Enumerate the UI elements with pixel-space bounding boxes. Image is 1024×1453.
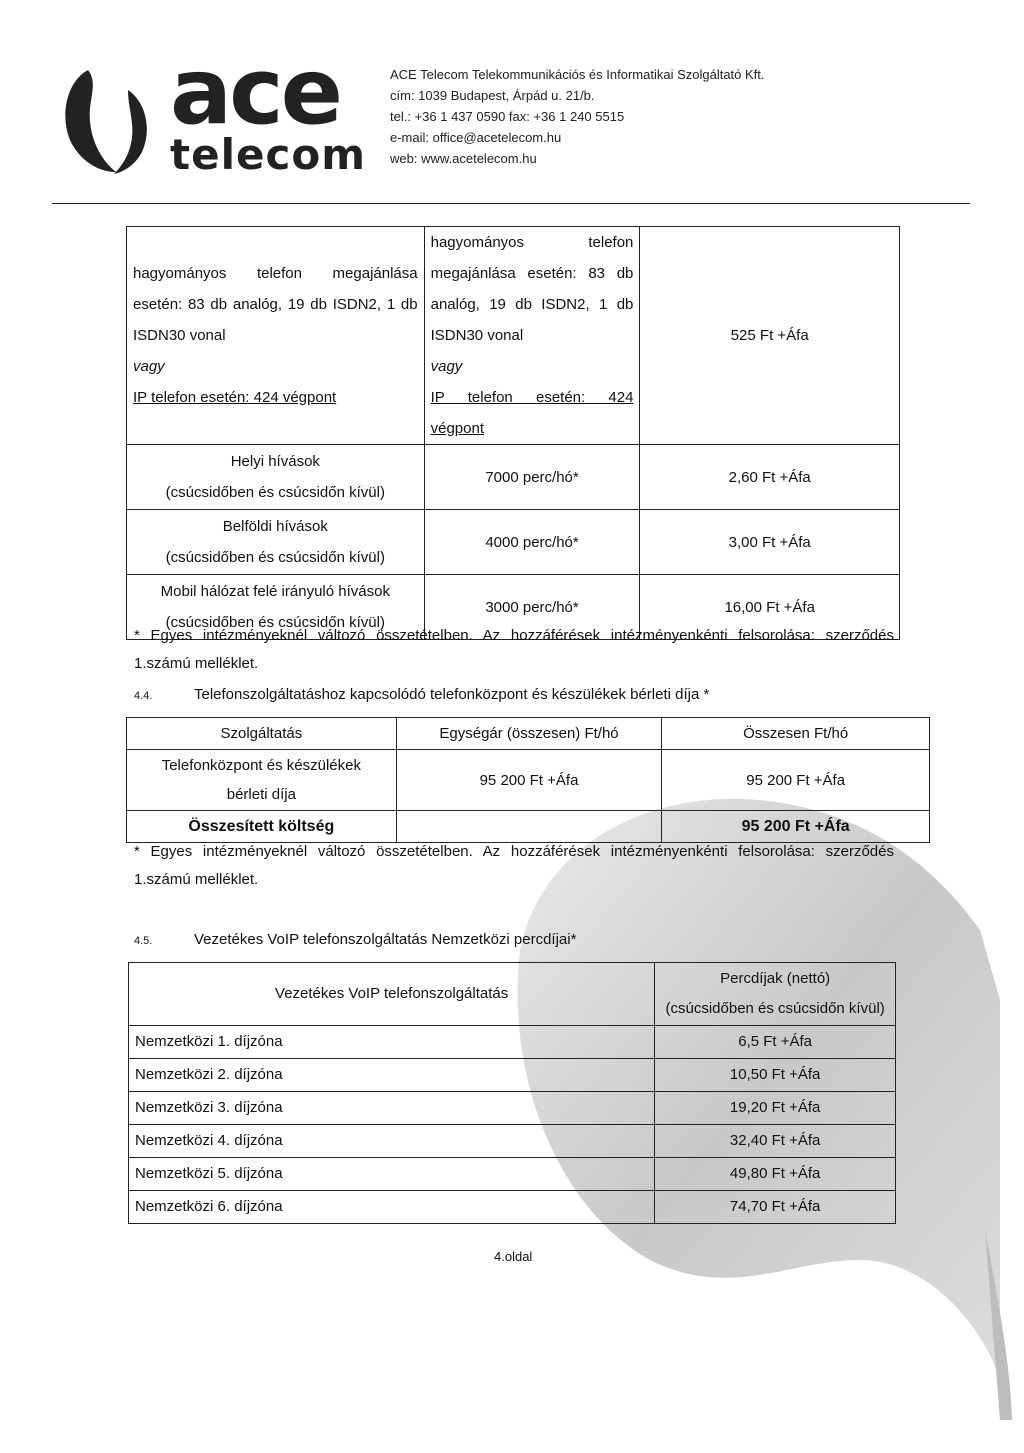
table-row	[129, 1125, 896, 1158]
footnote	[134, 838, 894, 894]
section-title: Vezetékes VoIP telefonszolgáltatás Nemzetközi percdíjai*	[194, 931, 577, 948]
table-cell: Nemzetközi 2. díjzóna	[129, 1059, 655, 1092]
table-header-row	[127, 718, 930, 750]
table-cell: 4000 perc/hó*	[424, 510, 640, 575]
cell-text: IP telefon esetén: 424 végpont	[430, 389, 634, 437]
footnote-line: 1.számú melléklet.	[134, 871, 259, 888]
column-header: Vezetékes VoIP telefonszolgáltatás	[129, 963, 655, 1026]
cell-text: (csúcsidőben és csúcsidőn kívül)	[665, 1000, 885, 1017]
table-cell	[424, 227, 640, 445]
cell-text: Mobil hálózat felé irányuló hívások	[160, 583, 390, 600]
section-number: 4.5.	[134, 935, 153, 947]
table-row	[127, 510, 900, 575]
section-heading	[134, 931, 576, 948]
cell-text: (csúcsidőben és csúcsidőn kívül)	[165, 614, 385, 631]
cell-text: hagyományos telefon megajánlása esetén: 83 db analóg, 19 db ISDN2, 1 db ISDN30 vonal	[430, 234, 634, 344]
table-cell: 10,50 Ft +Áfa	[655, 1059, 896, 1092]
company-email: e-mail: office@acetelecom.hu	[390, 130, 562, 145]
table-row	[129, 1059, 896, 1092]
table-cell: 3,00 Ft +Áfa	[640, 510, 900, 575]
header-divider	[52, 203, 970, 204]
table-cell: 74,70 Ft +Áfa	[655, 1191, 896, 1224]
table-cell: 32,40 Ft +Áfa	[655, 1125, 896, 1158]
company-logo	[58, 38, 366, 180]
table-cell: 95 200 Ft +Áfa	[662, 811, 930, 843]
table-row	[127, 445, 900, 510]
footnote	[134, 622, 894, 678]
company-name: ACE Telecom Telekommunikációs és Informatikai Szolgáltató Kft.	[390, 67, 765, 82]
table-cell: 19,20 Ft +Áfa	[655, 1092, 896, 1125]
table-row	[129, 1191, 896, 1224]
column-header: Egységár (összesen) Ft/hó	[396, 718, 662, 750]
cell-text: (csúcsidőben és csúcsidőn kívül)	[165, 549, 385, 566]
cell-text: Helyi hívások	[230, 453, 320, 470]
table-cell	[127, 750, 397, 811]
international-rates-table	[128, 962, 896, 1224]
page-number: 4.oldal	[494, 1249, 533, 1264]
table-cell: 3000 perc/hó*	[424, 575, 640, 640]
company-address: cím: 1039 Budapest, Árpád u. 21/b.	[390, 88, 595, 103]
table-cell: 95 200 Ft +Áfa	[662, 750, 930, 811]
table-cell	[127, 510, 425, 575]
table-row	[129, 1026, 896, 1059]
section-title: Telefonszolgáltatáshoz kapcsolódó telefonközpont és készülékek bérleti díja *	[194, 686, 710, 703]
table-cell: 2,60 Ft +Áfa	[640, 445, 900, 510]
table-cell: 525 Ft +Áfa	[640, 227, 900, 445]
table-row	[127, 750, 930, 811]
table-row	[129, 1158, 896, 1191]
table-row	[127, 227, 900, 445]
table-cell	[127, 227, 425, 445]
cell-text: hagyományos telefon megajánlása esetén: 83 db analóg, 19 db ISDN2, 1 db ISDN30 vonal	[133, 265, 418, 344]
cell-text: vagy	[133, 358, 165, 375]
table-cell: 49,80 Ft +Áfa	[655, 1158, 896, 1191]
column-header: Szolgáltatás	[127, 718, 397, 750]
table-cell: 16,00 Ft +Áfa	[640, 575, 900, 640]
section-heading	[134, 686, 709, 703]
cell-text: Belföldi hívások	[222, 518, 328, 535]
table-cell: Összesített költség	[127, 811, 397, 843]
cell-text: Percdíjak (nettó)	[720, 970, 831, 987]
footnote-line: * Egyes intézményeknél változó összetételben. Az hozzáférések intézményenkénti felsorolása: szerződés	[134, 627, 894, 644]
cell-text: vagy	[430, 358, 463, 375]
cell-text: (csúcsidőben és csúcsidőn kívül)	[165, 484, 385, 501]
table-row	[129, 1092, 896, 1125]
table-header-row	[129, 963, 896, 1026]
company-web: web: www.acetelecom.hu	[390, 151, 537, 166]
company-info	[390, 64, 765, 169]
table-cell: 7000 perc/hó*	[424, 445, 640, 510]
footnote-line: * Egyes intézményeknél változó összetételben. Az hozzáférések intézményenkénti felsorolása: szerződés	[134, 843, 894, 860]
call-fees-table	[126, 226, 900, 640]
logo-mark-icon	[58, 60, 168, 180]
table-cell: 6,5 Ft +Áfa	[655, 1026, 896, 1059]
table-cell: Nemzetközi 1. díjzóna	[129, 1026, 655, 1059]
cell-text: Telefonközpont és készülékek	[161, 757, 361, 774]
table-cell: 95 200 Ft +Áfa	[396, 750, 662, 811]
cell-text: bérleti díja	[226, 786, 296, 803]
section-number: 4.4.	[134, 690, 153, 702]
rental-fee-table	[126, 717, 930, 843]
logo-ace-text: ace	[170, 38, 341, 145]
table-cell: Nemzetközi 6. díjzóna	[129, 1191, 655, 1224]
table-cell	[127, 445, 425, 510]
company-phone: tel.: +36 1 437 0590 fax: +36 1 240 5515	[390, 109, 625, 124]
table-cell: Nemzetközi 3. díjzóna	[129, 1092, 655, 1125]
logo-telecom-text: telecom	[170, 130, 366, 179]
table-cell: Nemzetközi 4. díjzóna	[129, 1125, 655, 1158]
column-header	[655, 963, 896, 1026]
cell-text: IP telefon esetén: 424 végpont	[133, 389, 337, 406]
table-cell: Nemzetközi 5. díjzóna	[129, 1158, 655, 1191]
footnote-line: 1.számú melléklet.	[134, 655, 259, 672]
column-header: Összesen Ft/hó	[662, 718, 930, 750]
